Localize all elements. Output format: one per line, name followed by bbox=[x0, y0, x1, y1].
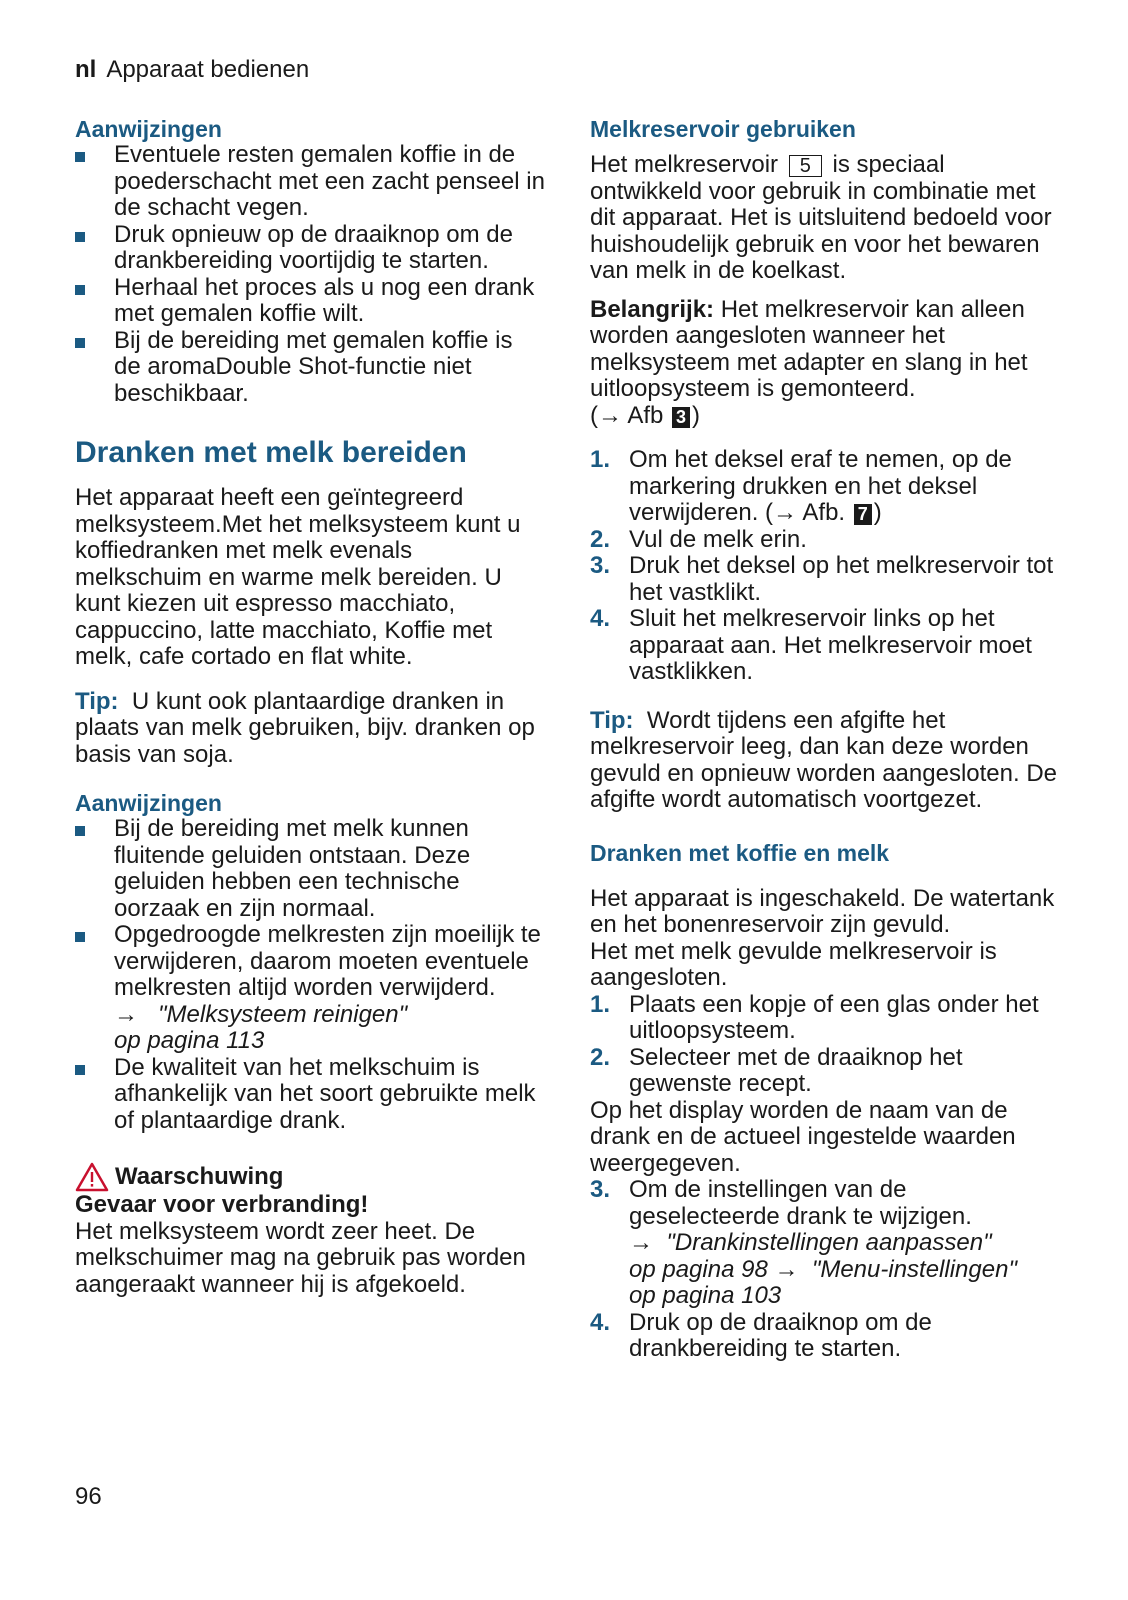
tip-label: Tip: bbox=[75, 687, 119, 715]
figure-reference[interactable]: (→ Afb 3 ) bbox=[590, 401, 701, 429]
list-item: Bij de bereiding met gemalen koffie is de aromaDouble Shot-functie niet beschikbaar. bbox=[75, 328, 545, 408]
cross-reference-link[interactable]: → "Melksysteem reinigen" op pagina 113 bbox=[114, 1000, 408, 1054]
bullet-icon bbox=[75, 338, 85, 348]
left-column bbox=[75, 116, 545, 1298]
part-number-badge: 5 bbox=[789, 155, 822, 177]
page-number: 96 bbox=[75, 1483, 102, 1510]
notes-list bbox=[75, 816, 545, 1134]
warning-text: Het melksysteem wordt zeer heet. De melkschuimer mag na gebruik pas worden aangeraakt wanneer hij is afgekoeld. bbox=[75, 1217, 526, 1298]
coffee-milk-heading: Dranken met koffie en melk bbox=[590, 839, 890, 866]
bullet-icon bbox=[75, 932, 85, 942]
tip-text: U kunt ook plantaardige dranken in plaats van melk gebruiken, bijv. dranken op basis van soja. bbox=[75, 687, 535, 768]
tip-paragraph: Tip: Wordt tijdens een afgifte het melkreservoir leeg, dan kan deze worden gevuld en opnieuw worden aangesloten. De afgifte wordt automatisch voortgezet. bbox=[590, 706, 1058, 813]
bullet-icon bbox=[75, 826, 85, 836]
arrow-icon: → bbox=[114, 1000, 138, 1028]
chapter-title: Apparaat bedienen bbox=[106, 56, 310, 83]
list-item: Opgedroogde melkresten zijn moeilijk te verwijderen, daarom moeten eventuele melkresten altijd worden verwijderd. → "Melksysteem reinigen" op pagina 113 bbox=[75, 922, 545, 1055]
bullet-icon bbox=[75, 152, 85, 162]
precondition-paragraph: Het met melk gevulde melkreservoir is aangesloten. bbox=[590, 937, 997, 991]
step-item: 2. Vul de melk erin. bbox=[590, 525, 807, 553]
bullet-icon bbox=[75, 285, 85, 295]
step-item: 1. Plaats een kopje of een glas onder het uitloopsysteem. bbox=[590, 990, 1039, 1044]
step-item: 3. Om de instellingen van de geselecteerde drank te wijzigen. → "Drankinstellingen aanpassen" op pagina 98 → "Menu-instellingen" op pagina 103 bbox=[590, 1176, 1017, 1309]
notes-heading: Aanwijzingen bbox=[75, 790, 222, 816]
warning-title: Waarschuwing bbox=[75, 1162, 545, 1192]
coffee-milk-steps bbox=[590, 992, 1060, 1098]
important-label: Belangrijk: bbox=[590, 295, 715, 323]
language-code: nl bbox=[75, 56, 97, 83]
list-item: De kwaliteit van het melkschuim is afhankelijk van het soort gebruikte melk of plantaardige drank. bbox=[75, 1055, 545, 1135]
section-title: Dranken met melk bereiden bbox=[75, 436, 467, 469]
tip-paragraph bbox=[75, 689, 545, 769]
step-item: 4. Druk op de draaiknop om de drankbereiding te starten. bbox=[590, 1308, 932, 1362]
warning-block bbox=[75, 1162, 545, 1298]
list-item: Bij de bereiding met melk kunnen fluitende geluiden ontstaan. Deze geluiden hebben een technische oorzaak en zijn normaal. bbox=[75, 816, 545, 922]
right-column bbox=[590, 116, 1060, 1363]
bullet-icon bbox=[75, 1065, 85, 1075]
warning-subtitle: Gevaar voor verbranding! bbox=[75, 1191, 369, 1218]
reservoir-steps bbox=[590, 447, 1060, 686]
arrow-icon: → bbox=[629, 1229, 653, 1256]
step-item: 3. Druk het deksel op het melkreservoir tot het vastklikt. bbox=[590, 552, 1054, 606]
cross-reference-link[interactable]: → "Menu-instellingen" op pagina 103 bbox=[629, 1255, 1017, 1309]
bullet-icon bbox=[75, 232, 85, 242]
figure-number-badge: 3 bbox=[672, 407, 690, 428]
step-item: 2. Selecteer met de draaiknop het gewenste recept. bbox=[590, 1043, 963, 1097]
precondition-paragraph: Het apparaat is ingeschakeld. De watertank en het bonenreservoir zijn gevuld. bbox=[590, 884, 1055, 938]
notes-heading: Aanwijzingen bbox=[75, 116, 222, 142]
cross-reference-link[interactable]: → "Drankinstellingen aanpassen" op pagina 98 bbox=[629, 1229, 992, 1283]
display-paragraph: Op het display worden de naam van de drank en de actueel ingestelde waarden weergegeven. bbox=[590, 1096, 1016, 1177]
figure-number-badge: 7 bbox=[854, 504, 872, 525]
page-header bbox=[75, 56, 309, 84]
reservoir-heading: Melkreservoir gebruiken bbox=[590, 116, 856, 142]
step-item: 1. Om het deksel eraf te nemen, op de markering drukken en het deksel verwijderen. (→ Afb. 7 ) bbox=[590, 446, 1012, 526]
list-item: Druk opnieuw op de draaiknop om de drankbereiding voortijdig te starten. bbox=[75, 222, 545, 275]
list-item: Eventuele resten gemalen koffie in de poederschacht met een zacht penseel in de schacht vegen. bbox=[75, 142, 545, 222]
tip-label: Tip: bbox=[590, 706, 634, 734]
list-item: Herhaal het proces als u nog een drank met gemalen koffie wilt. bbox=[75, 275, 545, 328]
important-paragraph: Belangrijk: Het melkreservoir kan alleen worden aangesloten wanneer het melksysteem met adapter en slang in het uitloopsysteem is gemonteerd. (→ Afb 3 ) bbox=[590, 295, 1028, 429]
reservoir-paragraph: Het melkreservoir 5 is speciaal ontwikkeld voor gebruik in combinatie met dit apparaat. Het is uitsluitend bedoeld voor huishoudelijk gebruik en voor het bewaren van melk in de koelkast. bbox=[590, 151, 1052, 284]
notes-list bbox=[75, 142, 545, 407]
arrow-icon: → bbox=[774, 1255, 799, 1283]
coffee-milk-steps bbox=[590, 1177, 1060, 1363]
step-item: 4. Sluit het melkreservoir links op het apparaat aan. Het melkreservoir moet vastklikken. bbox=[590, 605, 1032, 685]
intro-paragraph: Het apparaat heeft een geïntegreerd melksysteem.Met het melksysteem kunt u koffiedranken met melk evenals melkschuim en warme melk bereiden. U kunt kiezen uit espresso macchiato, cappuccino, latte macchiato, Koffie met melk, cafe cortado en flat white. bbox=[75, 484, 521, 670]
warning-triangle-icon bbox=[75, 1162, 109, 1192]
